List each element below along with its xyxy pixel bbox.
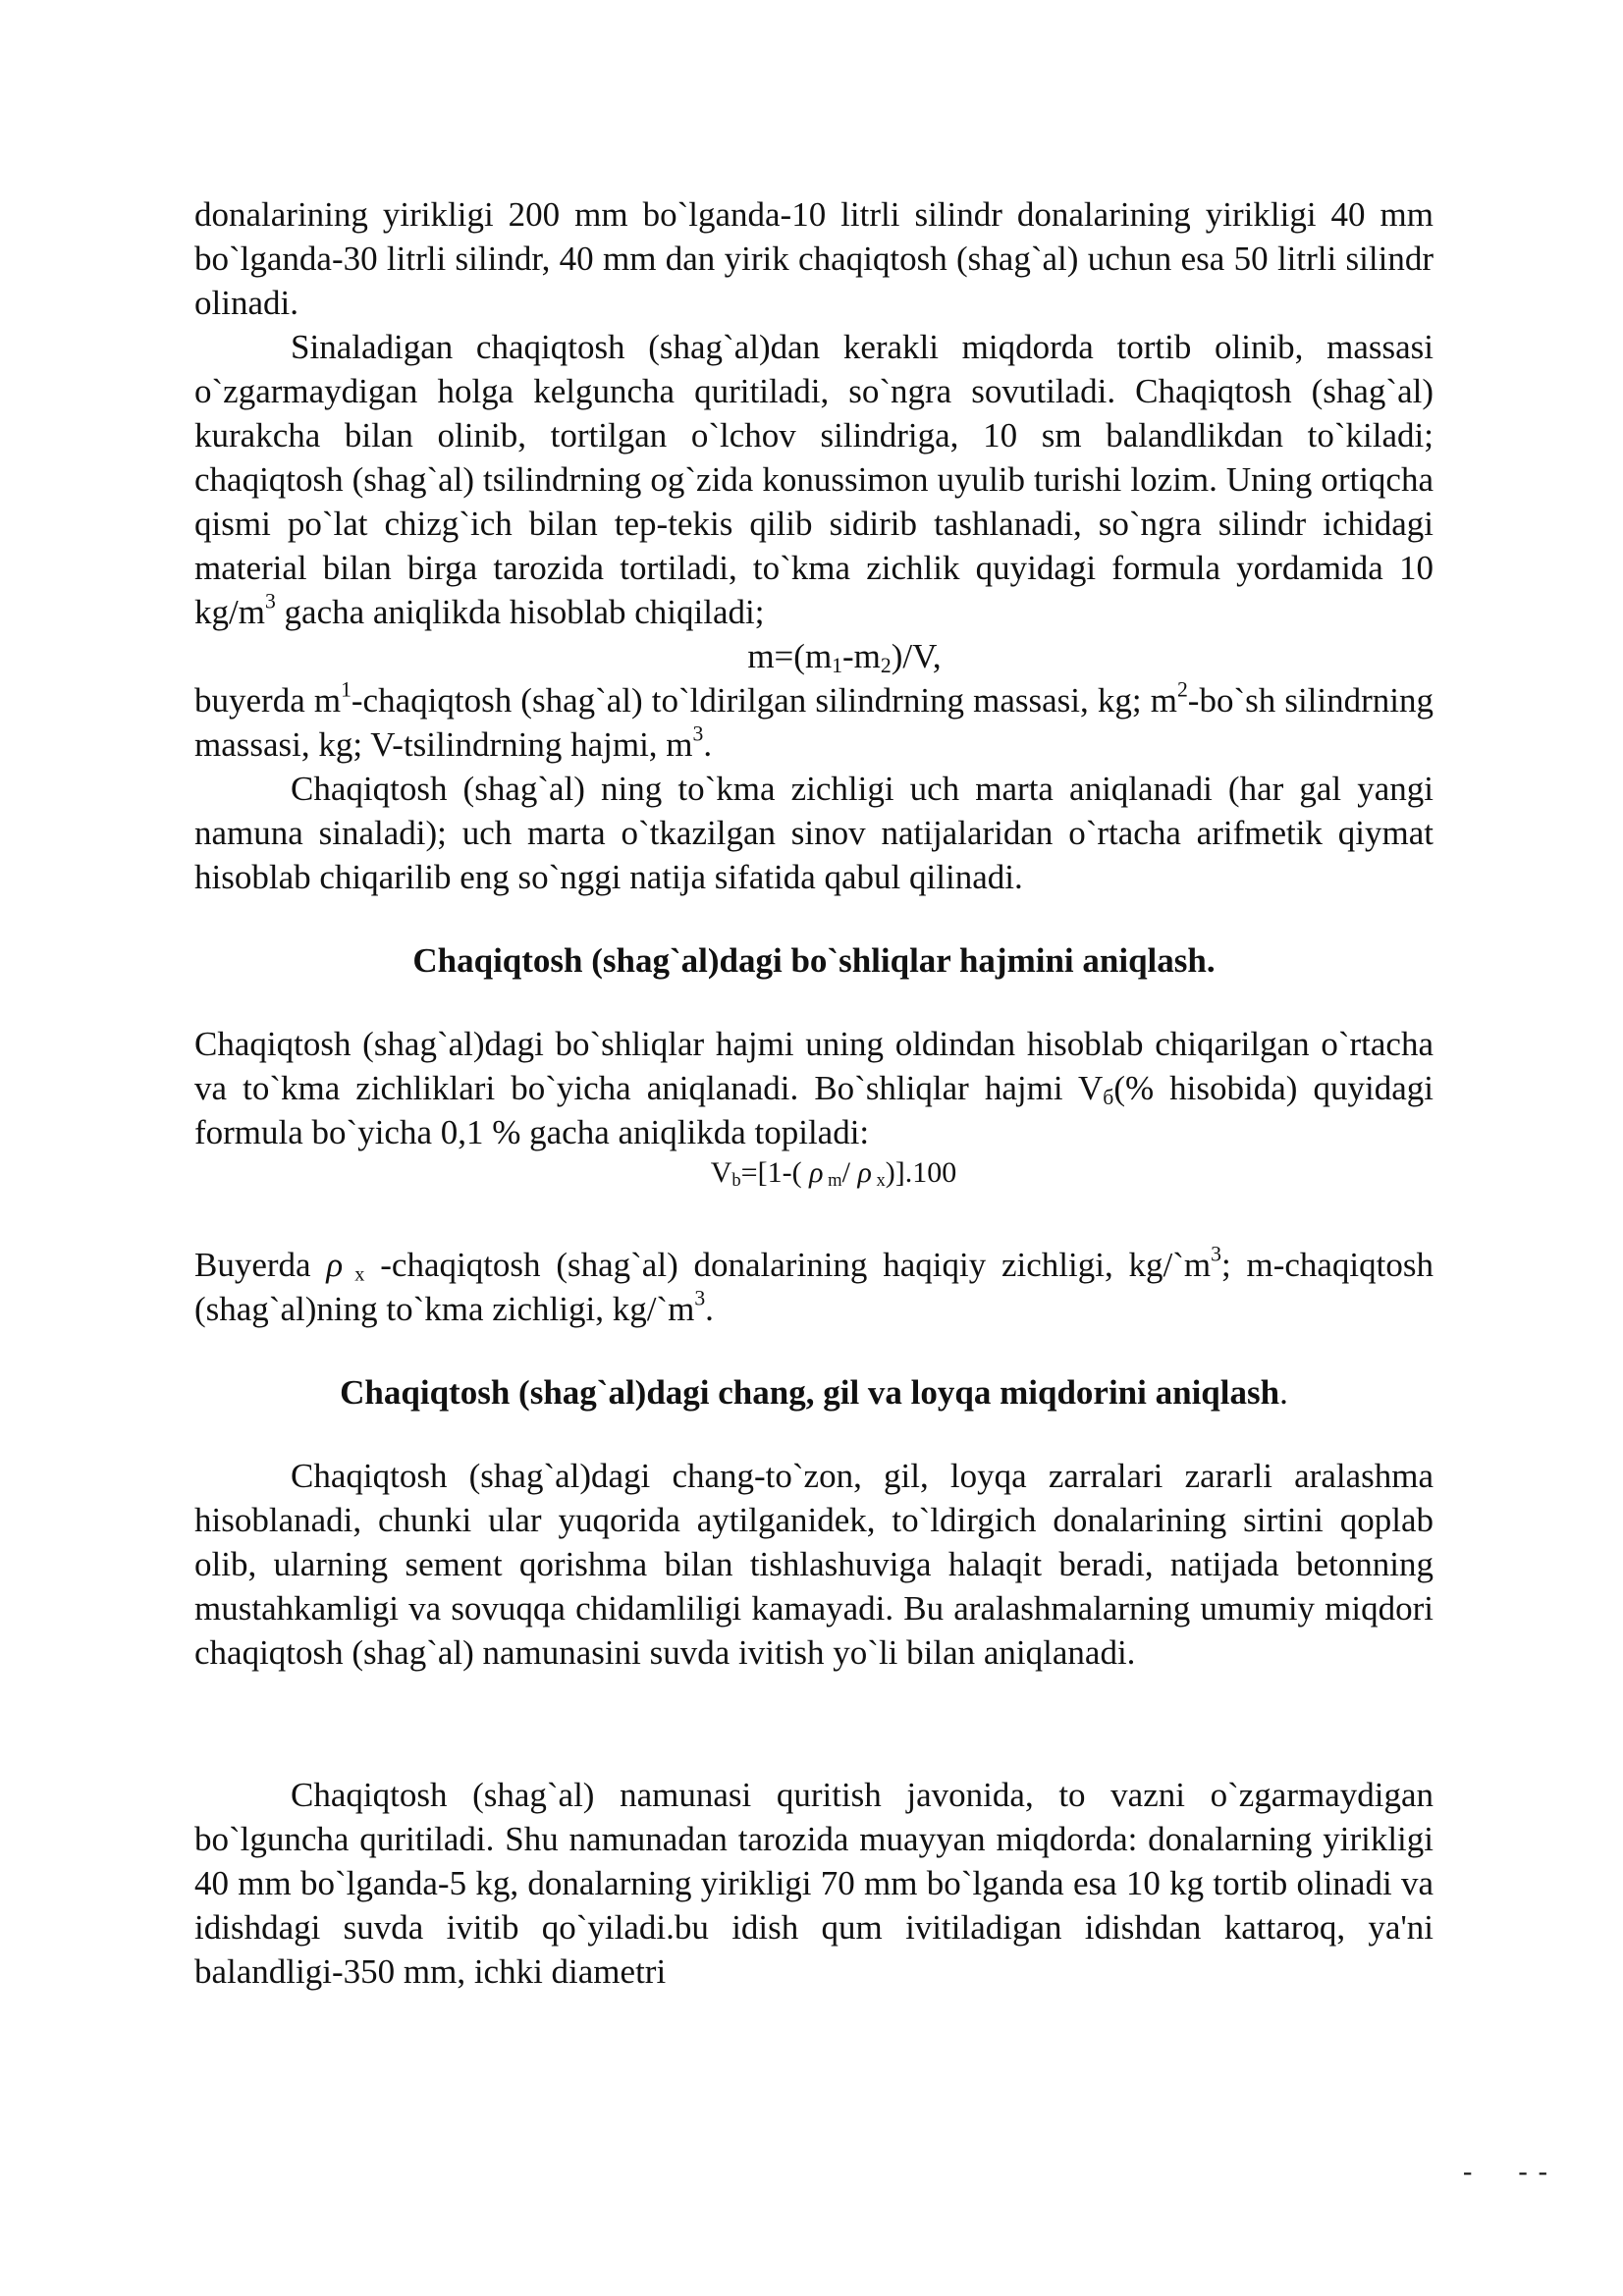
paragraph-1: donalarining yirikligi 200 mm bo`lganda-10 litrli silindr donalarining yirikligi 40 mm bo`lganda-30 litrli silindr, 40 mm dan yirik chaqiqtosh (shag`al) uchun esa 50 litrli silindr olinadi. xyxy=(194,195,1434,322)
paragraph-2: Sinaladigan chaqiqtosh (shag`al)dan kerakli miqdorda tortib olinib, massasi o`zgarmaydigan holga kelguncha quritiladi, so`ngra sovutiladi. Chaqiqtosh (shag`al) kurakcha bilan olinib, tortilgan o`lchov silindriga, 10 sm balandlikdan to`kiladi; chaqiqtosh (shag`al) tsilindrning og`zida konussimon uyulib turishi lozim. Uning ortiqcha qismi po`lat chizg`ich bilan tep-tekis qilib sidirib tashlanadi, so`ngra silindr ichidagi material bilan birga tarozida tortiladi, to`kma zichlik quyidagi formula yordamida 10 $kg/m^3$ gacha aniqlikda hisoblab chiqiladi; xyxy=(194,328,1434,631)
paragraph-7: Chaqiqtosh (shag`al)dagi chang-to`zon, gil, loyqa zarralari zararli aralashma hisoblanadi, chunki ular yuqorida aytilganidek, to`ldirgich donalarining sirtini qoplab olib, ularning sement qorishma bilan tishlashuviga halaqit beradi, natijada betonning mustahkamligi va sovuqqa chidamliligi kamayadi. Bu aralashmalarning umumiy miqdori chaqiqtosh (shag`al) namunasini suvda ivitish yo`li bilan aniqlanadi. xyxy=(194,1457,1434,1672)
formula-bulk-density: $m=(m_1-m_2)/V$, xyxy=(747,637,942,677)
paragraph-3: buyerda $m^1$-chaqiqtosh (shag`al) to`ldirilgan silindrning massasi, kg; $m^2-bo`sh$ silindrning massasi, kg; V-tsilindrning hajmi, $m^3$. xyxy=(194,677,1434,764)
paragraph-5: Chaqiqtosh (shag`al)dagi bo`shliqlar hajmi uning oldindan hisoblab chiqarilgan o`rtacha va to`kma zichliklari bo`yicha aniqlanadi. Bo`shliqlar hajmi $V_б(\%$ hisobida) quyidagi formula bo`yicha 0,1 % gacha aniqlikda topiladi: xyxy=(194,1025,1434,1151)
document-page xyxy=(194,192,1434,1994)
paragraph-8: Chaqiqtosh (shag`al) namunasi quritish javonida, to vazni o`zgarmaydigan bo`lguncha quritiladi. Shu namunadan tarozida muayyan miqdorda: donalarning yirikligi 40 mm bo`lganda-5 kg, donalarning yirikligi 70 mm bo`lganda esa 10 kg tortib olinadi va idishdagi suvda ivitib qo`yiladi.bu idish qum ivitiladigan idishdan kattaroq, ya'ni balandligi-350 mm, ichki diametri xyxy=(194,1776,1434,1991)
section-heading-voids: Chaqiqtosh (shag`al)dagi bo`shliqlar hajmini aniqlash. xyxy=(412,941,1216,980)
formula-void-volume: $V_b=[1-$( ρ $_m$/ ρ $_x$)].100 xyxy=(710,1156,957,1192)
paragraph-6: Buyerda ρ $_x$ -chaqiqtosh (shag`al) donalarining haqiqiy zichligi, $kg/`m^3$; m-chaqiqtosh (shag`al)ning to`kma zichligi, $kg/`m^3$. xyxy=(194,1242,1434,1328)
paragraph-4: Chaqiqtosh (shag`al) ning to`kma zichligi uch marta aniqlanadi (har gal yangi namuna sinaladi); uch marta o`tkazilgan sinov natijalaridan o`rtacha arifmetik qiymat hisoblab chiqarilib eng so`nggi natija sifatida qabul qilinadi. xyxy=(194,770,1434,896)
section-heading-dust-clay: Chaqiqtosh (shag`al)dagi chang, gil va loyqa miqdorini aniqlash. xyxy=(340,1373,1288,1412)
page-footer-marks: - - - xyxy=(1463,2157,1549,2187)
